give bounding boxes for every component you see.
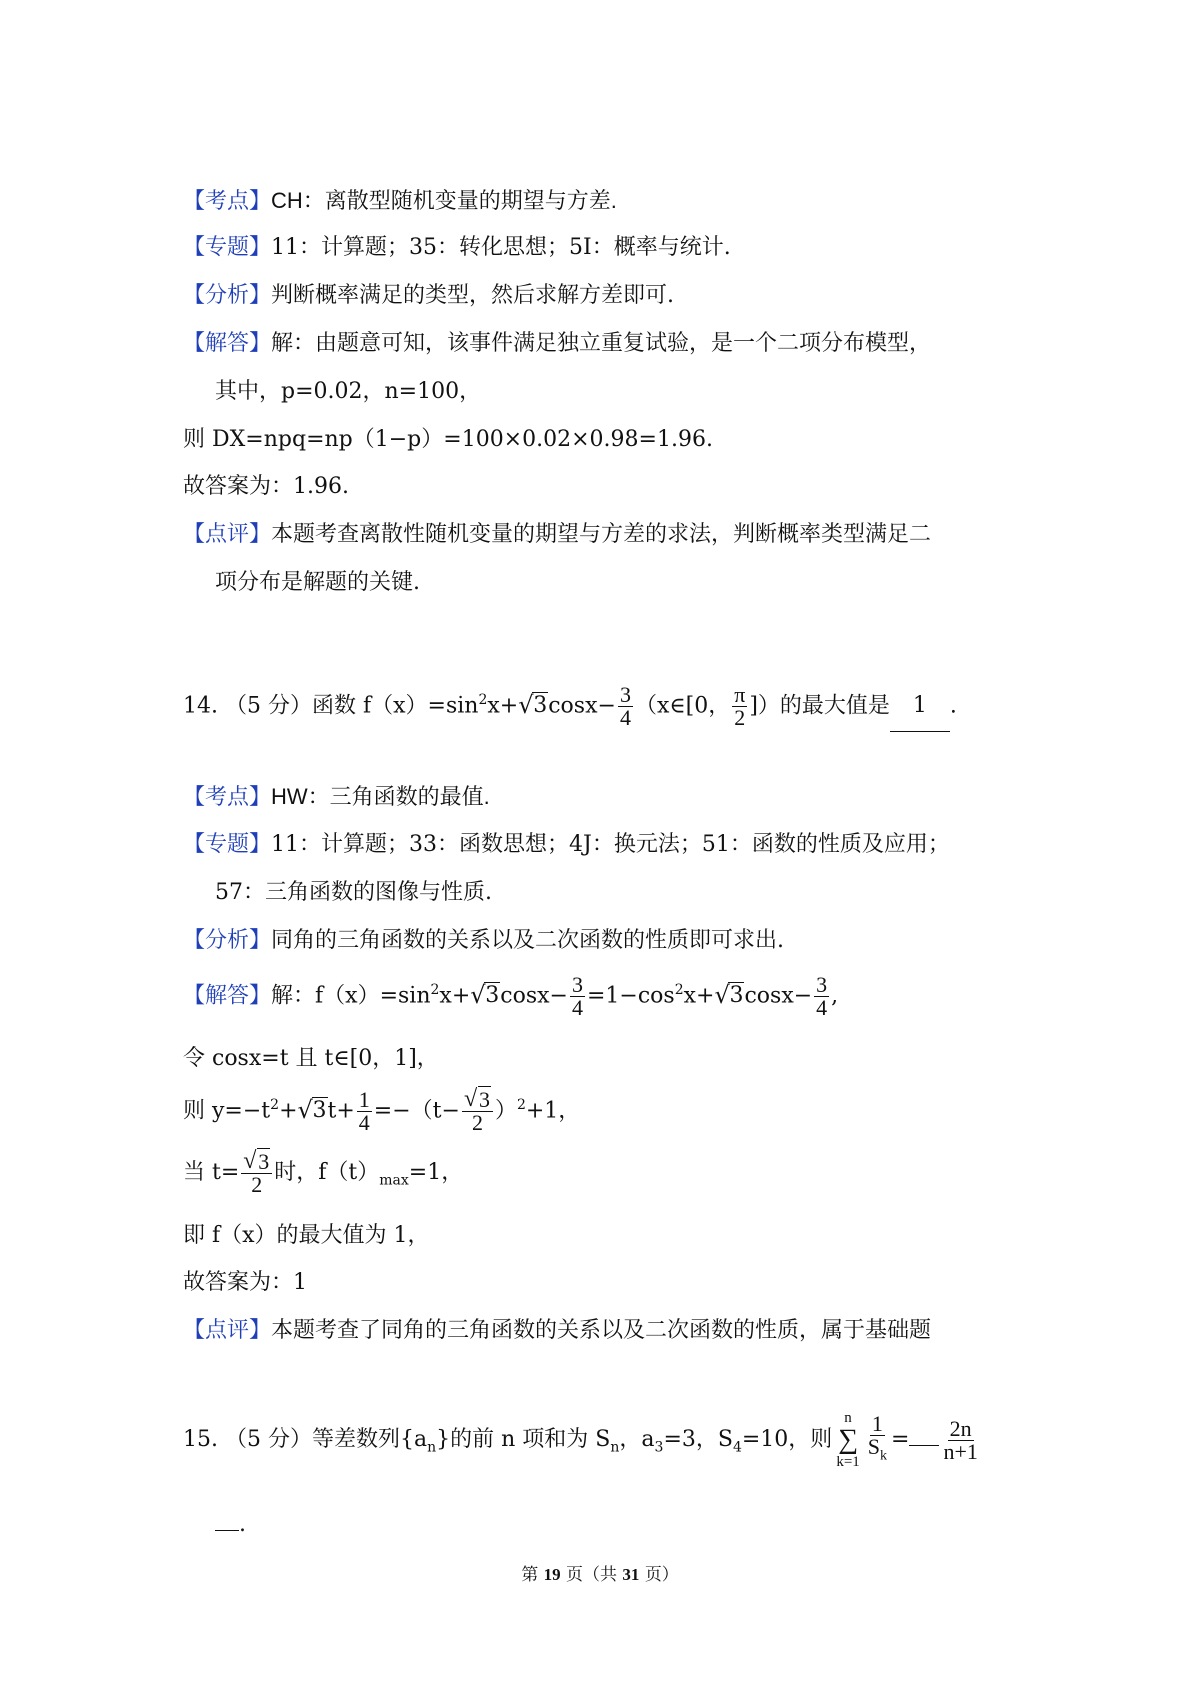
question-15: 15. （5 分）等差数列$\{a_n\}$的前 n 项和为 $S_n$，$a_3=3$，$S_4=10$，则 n ∑ k=1 $\frac{1}{S_k}$ = $\frac{2n}{n+1}$ (183, 1410, 978, 1470)
page-footer: 第 19 页（共 31 页） (521, 1565, 679, 1585)
y-frac-quarter: $\frac{1}{4}$ (358, 1086, 370, 1135)
jieda-text: 解：由题意可知，该事件满足独立重复试验，是一个二项分布模型， (271, 331, 932, 356)
question-14: 14. （5 分）函数 $f(x)=\sin^2x+√$ 3cosx− $\frac{3}{4}$ （x∈[0， $\frac{\pi}{2}$ ]）的最大值是 1 . (183, 675, 957, 732)
jieda-line-14: 【解答】解：$f(x)=\sin^2x+√$ 3cosx− $\frac{3}{4}$ $=1-\cos^2x+√$ 3cosx− $\frac{3}{4}$ , (183, 965, 838, 1021)
kaodian-text: CH：离散型随机变量的期望与方差. (271, 188, 617, 213)
q14-sup: 2 (478, 692, 488, 708)
jieda-sqrt-2: √ 3 (714, 971, 744, 1021)
y-frac-sqrt3-2: √ $\frac{3}{2}$ (462, 1089, 493, 1134)
q15-blank-tail (215, 1530, 239, 1531)
q15-tail: . (215, 1510, 246, 1540)
jieda-sqrt-1: √ 3 (470, 971, 500, 1021)
y-sqrt: √ 3 (298, 1086, 328, 1136)
fenxi-line (183, 281, 674, 311)
answer-line-14: 故答案为：1 (183, 1270, 307, 1295)
q14-text-a: （5 分）函数 f（x）=sin (225, 693, 479, 719)
q15-blank-lead (909, 1445, 939, 1446)
jieda-tag-14: 【解答】 (183, 983, 272, 1009)
zhuanti-tag-14: 【专题】 (183, 832, 272, 857)
dx-line: 则 DX=npq=np（1−p）=100×0.02×0.98=1.96. (183, 427, 713, 452)
q14-pi-fraction: $\frac{\pi}{2}$ (734, 681, 746, 730)
y-line: 则 $y=-t^2+√$ 3t+ $\frac{1}{4}$ =−（t− √ $\frac{3}{2}$ ）$^2$+1， (183, 1080, 580, 1136)
q14-fraction: $\frac{3}{4}$ (619, 681, 631, 730)
fenxi-tag-14: 【分析】 (183, 928, 272, 953)
jieda-frac-2: $\frac{3}{4}$ (816, 971, 828, 1020)
q14-answer-blank: 1 (890, 681, 950, 732)
when-frac: √ $\frac{3}{2}$ (241, 1151, 272, 1196)
dianping-continued: 项分布是解题的关键. (215, 570, 420, 595)
zhuanti-continued-14: 57：三角函数的图像与性质. (215, 880, 492, 905)
jieda-tag: 【解答】 (183, 331, 272, 356)
q14-sqrt: √ 3 (518, 681, 548, 731)
kaodian-tag-14: 【考点】 (183, 785, 272, 810)
zhuanti-text: 11：计算题；35：转化思想；5I：概率与统计. (271, 235, 731, 260)
zhuanti-tag: 【专题】 (183, 235, 272, 260)
kaodian-line (183, 186, 617, 217)
let-line: 令 cosx=t 且 t∈[0，1]， (183, 1046, 439, 1071)
kaodian-line-14 (183, 782, 490, 813)
dianping-line-14 (183, 1316, 931, 1346)
dianping-tag-14: 【点评】 (183, 1318, 272, 1343)
q14-xplus: x+ (487, 693, 519, 719)
q15-frac-sk: $\frac{1}{S_k}$ (867, 1410, 888, 1464)
kaodian-tag: 【考点】 (183, 189, 272, 214)
q14-cosx: cosx− (548, 693, 616, 719)
q14-number: 14. (183, 693, 218, 719)
so-line: 即 f（x）的最大值为 1， (183, 1223, 430, 1248)
when-line: 当 t= √ $\frac{3}{2}$ 时，$f(t)_{max}=1$， (183, 1148, 463, 1205)
jieda-frac-1: $\frac{3}{4}$ (571, 971, 583, 1020)
kaodian-text-14: HW：三角函数的最值. (271, 784, 490, 809)
q15-number: 15. (183, 1427, 218, 1452)
q14-domain-open: （x∈[0， (634, 693, 731, 719)
fenxi-text-14: 同角的三角函数的关系以及二次函数的性质即可求出. (271, 928, 785, 953)
page-number: 19 (543, 1565, 561, 1584)
zhuanti-text-14: 11：计算题；33：函数思想；4J：换元法；51：函数的性质及应用； (271, 832, 950, 857)
dianping-tag: 【点评】 (183, 522, 272, 547)
total-pages: 31 (622, 1565, 640, 1584)
q15-answer: $\frac{2n}{n+1}$ (943, 1415, 978, 1464)
dianping-text: 本题考查离散性随机变量的期望与方差的求法，判断概率类型满足二 (271, 522, 932, 547)
zhuanti-line (183, 233, 731, 263)
fenxi-tag: 【分析】 (183, 283, 272, 308)
zhuanti-line-14 (183, 830, 950, 860)
dianping-text-14: 本题考查了同角的三角函数的关系以及二次函数的性质，属于基础题 (271, 1318, 932, 1343)
fenxi-line-14 (183, 926, 784, 956)
params-line: 其中，p=0.02，n=100， (215, 379, 482, 404)
jieda-line (183, 329, 931, 359)
fenxi-text: 判断概率满足的类型，然后求解方差即可. (271, 283, 675, 308)
dianping-line (183, 520, 931, 550)
answer-line-13: 故答案为：1.96. (183, 474, 349, 499)
q14-domain-close: ]）的最大值是 (749, 693, 890, 719)
q15-sum: n ∑ k=1 (836, 1410, 860, 1470)
